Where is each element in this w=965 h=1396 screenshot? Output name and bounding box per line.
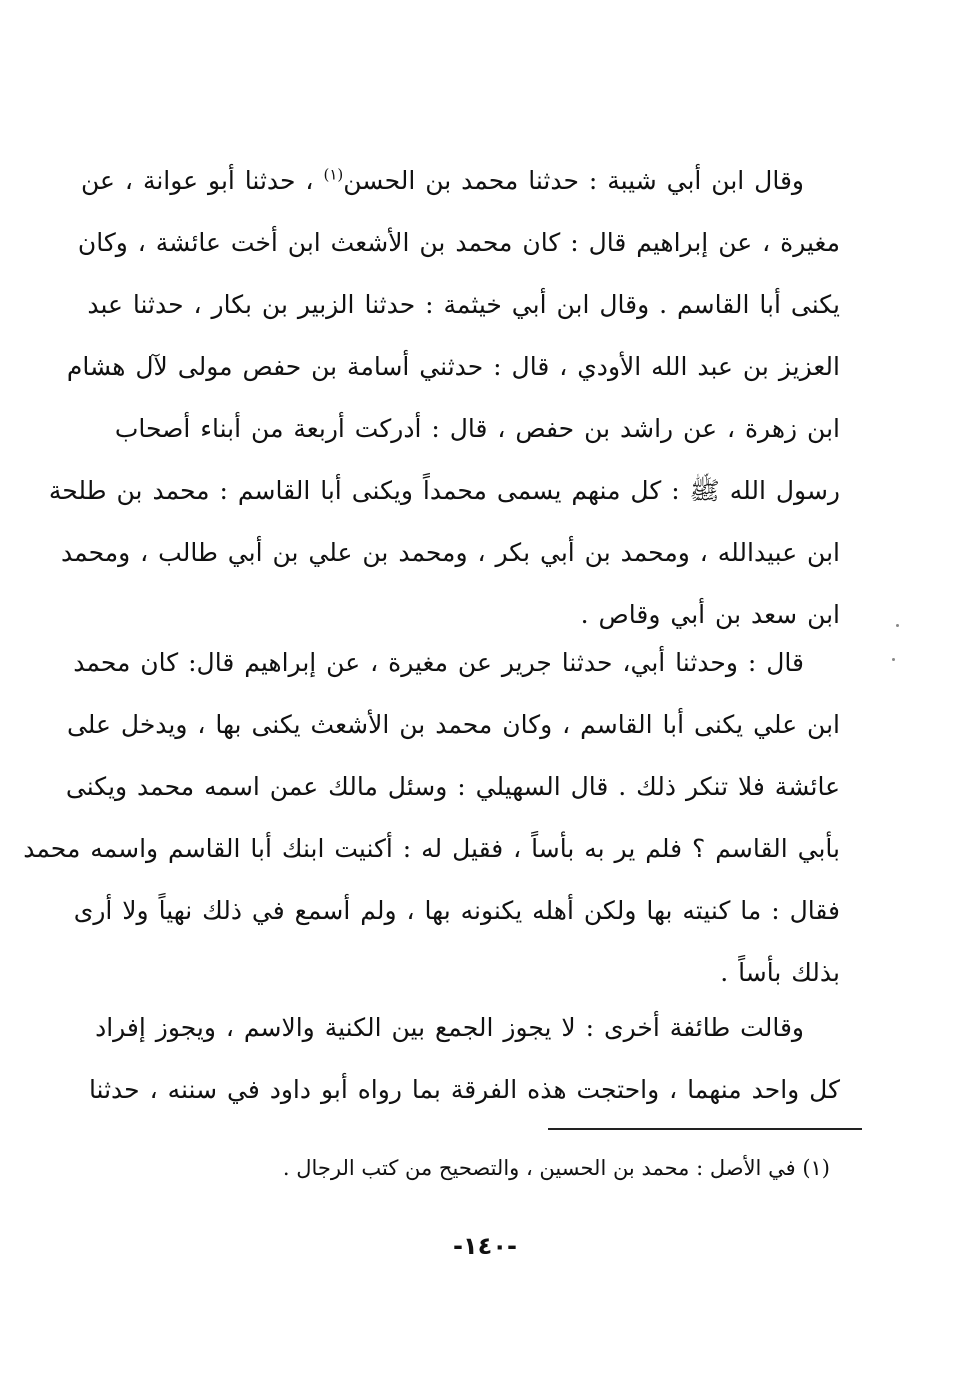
line-text: وقال ابن أبي شيبة : حدثنا محمد بن الحسن <box>343 166 804 195</box>
paragraph-1-line-3: يكنى أبا القاسم . وقال ابن أبي خيثمة : حدثنا الزبير بن بكار ، حدثنا عبد <box>87 290 840 319</box>
scan-speck <box>896 624 899 627</box>
paragraph-3-line-2: كل واحد منهما ، واحتجت هذه الفرقة بما رواه أبو داود في سننه ، حدثنا <box>88 1075 840 1104</box>
paragraph-1-line-1 <box>81 150 840 212</box>
paragraph-1-line-6: رسول الله ﷺ : كل منهم يسمى محمداً ويكنى أبا القاسم : محمد بن طلحة <box>48 476 840 505</box>
paragraph-1-line-5: ابن زهرة ، عن راشد بن حفص ، قال : أدركت أربعة من أبناء أصحاب <box>114 414 840 443</box>
footnote <box>200 1150 830 1186</box>
footnote-text: في الأصل : محمد بن الحسين ، والتصحيح من كتب الرجال . <box>282 1156 796 1180</box>
paragraph-1-line-8: ابن سعد بن أبي وقاص . <box>580 600 840 629</box>
paragraph-2-line-2: ابن علي يكنى أبا القاسم ، وكان محمد بن الأشعث يكنى بها ، ويدخل على <box>66 710 840 739</box>
paragraph-1 <box>48 150 840 646</box>
line-text-continued: ، حدثنا أبو عوانة ، عن <box>81 166 314 195</box>
footnote-divider <box>548 1128 862 1130</box>
paragraph-2 <box>23 632 840 1004</box>
footnote-marker: (١) <box>802 1156 830 1180</box>
paragraph-1-line-7: ابن عبيدالله ، ومحمد بن أبي بكر ، ومحمد بن علي بن أبي طالب ، ومحمد <box>61 538 840 567</box>
paragraph-3 <box>88 997 840 1121</box>
paragraph-2-line-4: بأبي القاسم ؟ فلم ير به بأساً ، فقيل له : أكنيت ابنك أبا القاسم واسمه محمد <box>23 834 840 863</box>
footnote-reference[interactable]: (١) <box>323 165 344 184</box>
paragraph-2-line-6: بذلك بأساً . <box>720 958 840 987</box>
scan-speck <box>892 658 895 661</box>
paragraph-2-line-5: فقال : ما كنيته بها ولكن أهله يكنونه بها ، ولم أسمع في ذلك نهياً ولا أرى <box>73 896 840 925</box>
paragraph-1-line-2: مغيرة ، عن إبراهيم قال : كان محمد بن الأشعث ابن أخت عائشة ، وكان <box>77 228 840 257</box>
paragraph-1-line-4: العزيز بن عبد الله الأودي ، قال : حدثني أسامة بن حفص مولى لآل هشام <box>66 352 840 381</box>
paragraph-3-line-1: وقالت طائفة أخرى : لا يجوز الجمع بين الكنية والاسم ، ويجوز إفراد <box>95 1013 804 1042</box>
page-number: -١٤٠- <box>453 1232 517 1260</box>
paragraph-2-line-1: قال : وحدثنا أبي، حدثنا جرير عن مغيرة ، عن إبراهيم قال: كان محمد <box>73 648 804 677</box>
paragraph-2-line-3: عائشة فلا تنكر ذلك . قال السهيلي : وسئل مالك عمن اسمه محمد ويكنى <box>65 772 840 801</box>
